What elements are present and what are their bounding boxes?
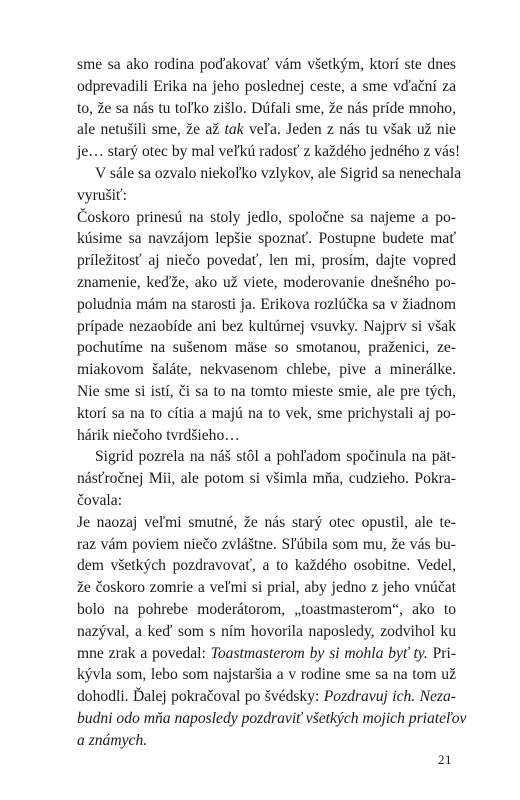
- text-line: [77, 534, 456, 556]
- text-line: [77, 577, 456, 599]
- text-line: [77, 664, 456, 686]
- text-line: [77, 643, 456, 665]
- text-segment: kývla som, lebo som najstaršia a v rodine sme sa na tom už: [77, 666, 456, 684]
- text-segment: mne zrak a povedal:: [77, 644, 211, 662]
- text-line: [77, 337, 456, 359]
- body-text: [77, 54, 467, 752]
- italic-text: Pozdravuj ich. Neza-: [323, 688, 456, 706]
- text-segment: dem všetkých pozdravovať, a to každého osobitne. Vedel,: [77, 557, 456, 575]
- text-segment: odprevadili Erika na jeho poslednej ceste, a sme vďační za: [77, 77, 456, 95]
- text-segment: Pri-: [427, 644, 456, 662]
- text-line: [77, 228, 456, 250]
- text-segment: je… starý otec by mal veľkú radosť z každého jedného z vás!: [77, 143, 461, 161]
- text-segment: Je naozaj veľmi smutné, že nás starý otec opustil, ale te-: [77, 513, 456, 531]
- text-segment: ktorí sa na to cítia a majú na to vek, sme prichystali aj po-: [77, 404, 456, 422]
- text-line: [77, 425, 456, 447]
- page-number: 21: [438, 752, 452, 767]
- text-line: [77, 708, 467, 730]
- text-segment: pochutíme na sušenom mäse so smotanou, praženici, ze-: [77, 339, 456, 357]
- text-segment: príležitosť aj niečo povedať, len mi, prosím, dajte vopred: [77, 252, 456, 270]
- text-segment: bolo na pohrebe moderátorom, „toastmasterom“, ako to: [77, 600, 456, 618]
- text-line: [77, 555, 456, 577]
- text-segment: ale netušili sme, že až: [77, 121, 225, 139]
- text-line: [77, 730, 456, 752]
- text-segment: že čoskoro zomrie a veľmi si prial, aby jedno z jeho vnúčat: [77, 579, 456, 597]
- text-line: [77, 490, 456, 512]
- text-line: [77, 621, 456, 643]
- text-line: [77, 119, 456, 141]
- text-segment: prípade nezaobíde ani bez kultúrnej vsuvky. Najprv si však: [77, 317, 456, 335]
- text-segment: hárik niečoho tvrdšieho…: [77, 426, 240, 444]
- italic-text: a známych.: [77, 731, 148, 749]
- text-line: [77, 468, 456, 490]
- text-line: [77, 446, 456, 468]
- text-segment: poludnia mám na starosti ja. Erikova rozlúčka sa v žiadnom: [77, 295, 456, 313]
- italic-text: budni odo mňa naposledy pozdraviť všetkých mojich priateľov: [77, 709, 467, 727]
- text-line: [77, 381, 456, 403]
- text-segment: raz vám poviem niečo zvláštne. Sľúbila som mu, že vás bu-: [77, 535, 456, 553]
- text-segment: Nie sme si istí, či sa to na tomto mieste smie, ale pre tých,: [77, 382, 456, 400]
- text-line: [77, 359, 456, 381]
- text-line: [77, 141, 461, 163]
- text-segment: to, že sa nás tu toľko zišlo. Dúfali sme, že nás príde mnoho,: [77, 99, 456, 117]
- text-line: [77, 316, 456, 338]
- text-line: [77, 403, 456, 425]
- text-line: [77, 512, 456, 534]
- text-line: [77, 686, 456, 708]
- text-line: [77, 98, 456, 120]
- text-segment: miakovom šaláte, nekvasenom chlebe, pive a minerálke.: [77, 361, 456, 379]
- text-segment: znamenie, keďže, ako už viete, moderovanie dnešného po-: [77, 273, 456, 291]
- text-segment: veľa. Jeden z nás tu však už nie: [243, 121, 456, 139]
- text-segment: vyrušiť:: [77, 186, 127, 204]
- text-line: [77, 163, 462, 185]
- text-segment: sme sa ako rodina poďakovať vám všetkým, ktorí ste dnes: [77, 56, 456, 73]
- text-line: [77, 599, 456, 621]
- text-segment: V sále sa ozvalo niekoľko vzlykov, ale Sigrid sa nenechala: [95, 164, 462, 182]
- text-segment: Sigrid pozrela na náš stôl a pohľadom spočinula na pät-: [95, 448, 456, 466]
- text-line: [77, 185, 456, 207]
- text-segment: kúsime sa navzájom lepšie spoznať. Postupne budete mať: [77, 230, 456, 248]
- text-line: [77, 250, 456, 272]
- italic-text: Toastmasterom by si mohla byť ty.: [210, 644, 428, 662]
- text-segment: Čoskoro prinesú na stoly jedlo, spoločne sa najeme a po-: [77, 208, 456, 226]
- text-line: [77, 54, 456, 76]
- text-segment: dohodli. Ďalej pokračoval po švédsky:: [77, 688, 324, 706]
- text-segment: násťročnej Mii, ale potom si všimla mňa, cudzieho. Pokra-: [77, 470, 456, 488]
- text-line: [77, 76, 456, 98]
- italic-text: tak: [224, 121, 244, 139]
- text-segment: čovala:: [77, 491, 123, 509]
- text-line: [77, 294, 456, 316]
- text-line: [77, 272, 456, 294]
- text-segment: nazýval, a keď som s ním hovorila naposledy, zodvihol ku: [77, 622, 456, 640]
- text-line: [77, 207, 456, 229]
